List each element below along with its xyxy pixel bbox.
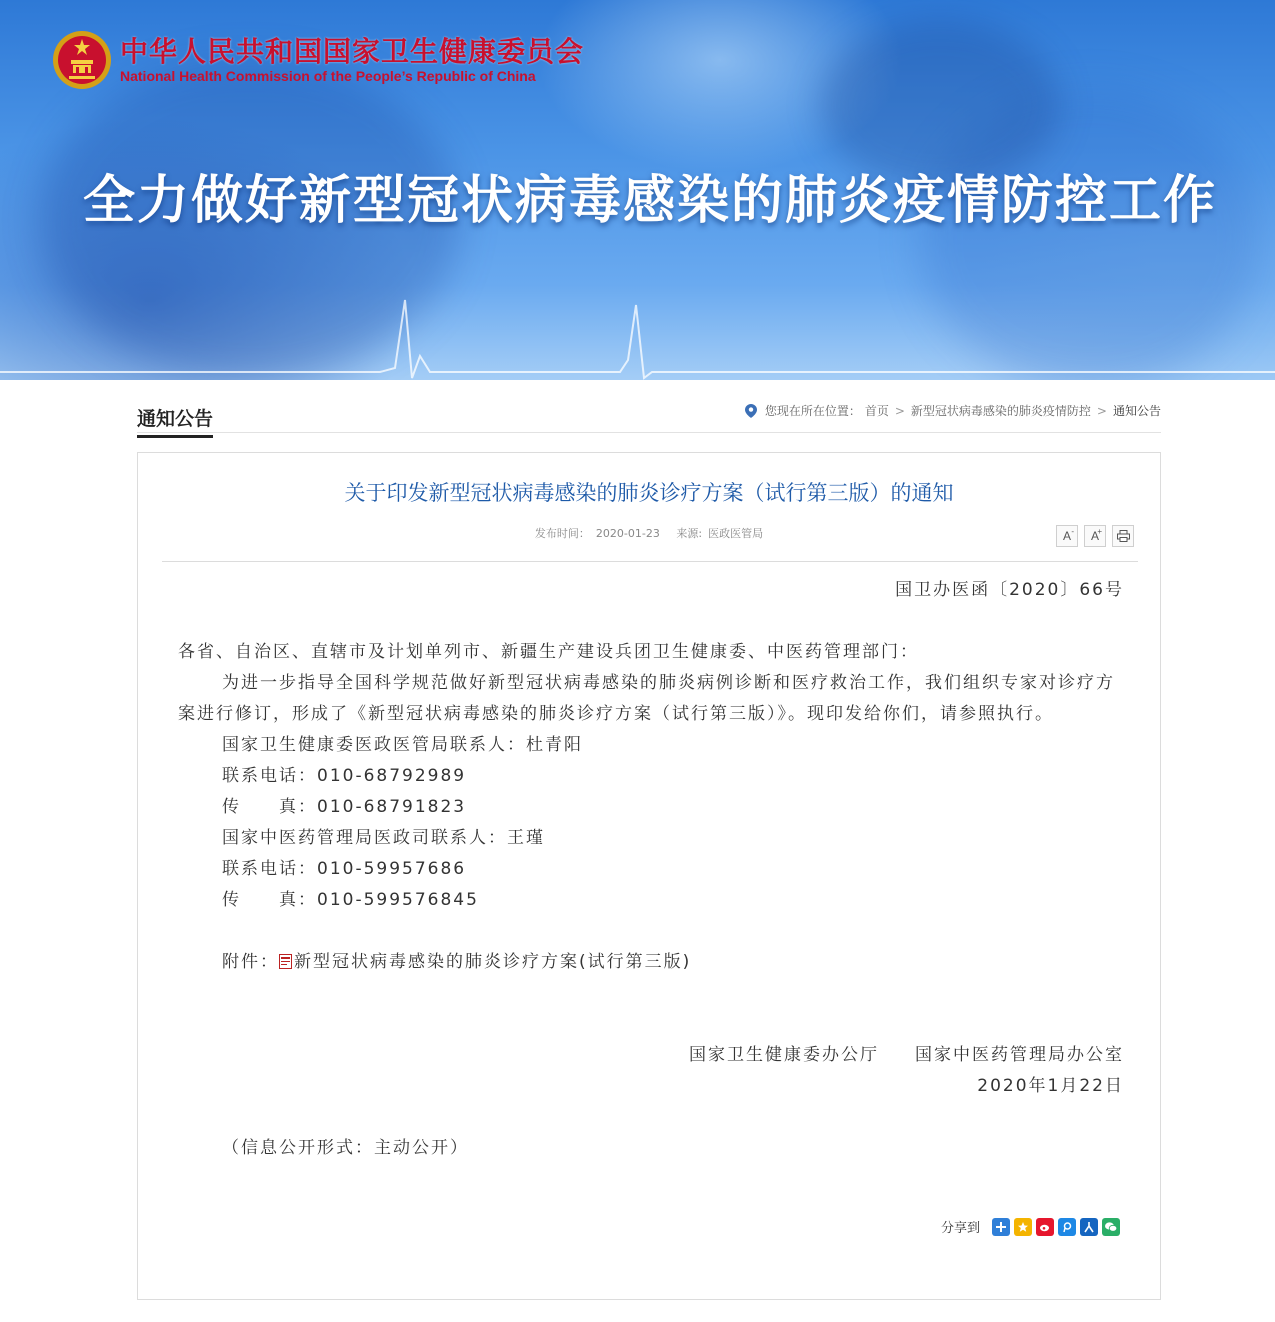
national-emblem-icon [52,30,112,90]
font-increase-label: A [1090,529,1099,543]
top-banner [0,0,1275,380]
attachment-link[interactable]: 新型冠状病毒感染的肺炎诊疗方案(试行第三版) [294,952,692,972]
signatories [178,1040,1124,1071]
signatory: 国家中医药管理局办公室 [915,1045,1124,1065]
banner-title: 全力做好新型冠状病毒感染的肺炎疫情防控工作 [82,171,1217,231]
share-bar [941,1217,1120,1236]
sign-date: 2020年1月22日 [977,1076,1124,1096]
breadcrumb-notices-link[interactable]: 通知公告 [1112,404,1161,418]
contact-line: 传 真：010-599576845 [222,890,479,910]
article-title: 关于印发新型冠状病毒感染的肺炎诊疗方案（试行第三版）的通知 [344,481,954,505]
font-decrease-button[interactable] [1056,525,1078,547]
breadcrumb-separator: > [1096,403,1107,418]
printer-icon [1117,530,1130,542]
share-label: 分享到 [940,1221,980,1236]
share-more-icon[interactable] [992,1218,1010,1236]
recipients: 各省、自治区、直辖市及计划单列市、新疆生产建设兵团卫生健康委、中医药管理部门： [178,642,919,662]
contact-line: 国家卫生健康委医政医管局联系人：杜青阳 [222,735,583,755]
article-body [178,575,1124,1164]
disclosure-note: （信息公开形式：主动公开） [222,1138,469,1158]
pdf-file-icon [279,954,292,969]
font-increase-sup: + [1097,527,1102,536]
font-increase-button[interactable] [1084,525,1106,547]
document-number: 国卫办医函〔2020〕66号 [895,580,1124,600]
breadcrumb-home-link[interactable]: 首页 [864,404,889,418]
org-name-cn: 中华人民共和国国家卫生健康委员会 [120,35,585,68]
share-weibo-icon[interactable] [1036,1218,1054,1236]
breadcrumb-separator: > [894,403,905,418]
signatory: 国家卫生健康委办公厅 [689,1045,879,1065]
breadcrumb [745,402,1161,419]
header-divider [137,432,1161,433]
breadcrumb-prefix: 您现在所在位置： [764,404,861,418]
source-value: 医政医管局 [708,527,764,540]
font-decrease-label: A [1062,529,1071,543]
share-qzone-icon[interactable] [1014,1218,1032,1236]
location-pin-icon [745,404,757,418]
main-paragraph: 为进一步指导全国科学规范做好新型冠状病毒感染的肺炎病例诊断和医疗救治工作，我们组织专家对诊疗方案进行修订，形成了《新型冠状病毒感染的肺炎诊疗方案（试行第三版）》。现印发给你们，请参照执行。 [178,673,1115,724]
contact-line: 国家中医药管理局医政司联系人：王瑾 [222,828,545,848]
font-decrease-sup: - [1071,527,1074,536]
print-button[interactable] [1112,525,1134,547]
article-tools [1056,525,1134,547]
article-meta [138,525,1160,541]
attachment-label: 附件： [222,952,279,972]
contact-line: 联系电话：010-68792989 [222,766,467,786]
contact-line: 传 真：010-68791823 [222,797,467,817]
share-tencent-weibo-icon[interactable] [1058,1218,1076,1236]
section-title: 通知公告 [137,404,213,438]
attachment-row [178,947,1124,978]
source-label: 来源: [676,527,703,540]
meta-divider [162,561,1138,562]
contact-line: 联系电话：010-59957686 [222,859,467,879]
breadcrumb-epidemic-link[interactable]: 新型冠状病毒感染的肺炎疫情防控 [910,404,1091,418]
publish-date: 2020-01-23 [595,527,660,540]
share-renren-icon[interactable] [1080,1218,1098,1236]
org-name-en: National Health Commission of the People’s Republic of China [120,68,536,84]
share-wechat-icon[interactable] [1102,1218,1120,1236]
publish-time-label: 发布时间： [534,527,590,540]
article-container [137,452,1161,1300]
